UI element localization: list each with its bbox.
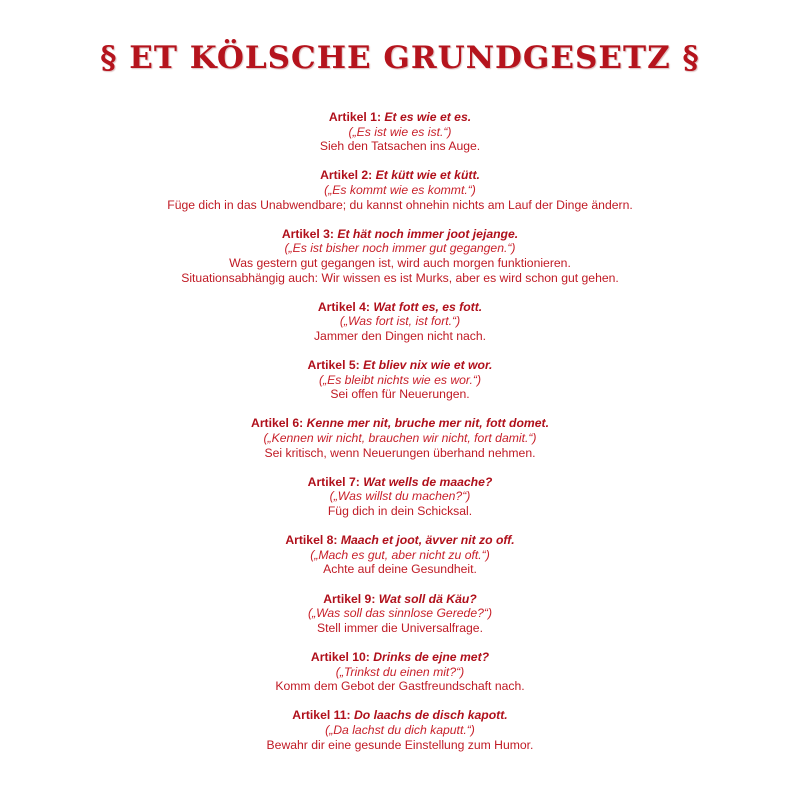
article-meaning-extra: Situationsabhängig auch: Wir wissen es ist Murks, aber es wird schon gut gehen. — [181, 270, 619, 285]
article-heading — [0, 592, 800, 607]
article-meaning: Sei offen für Neuerungen. — [330, 387, 470, 402]
article-translation: („Trinkst du einen mit?“) — [335, 664, 465, 679]
article-2 — [0, 168, 800, 212]
article-translation: („Kennen wir nicht, brauchen wir nicht, fort damit.“) — [263, 431, 537, 446]
article-translation: („Es bleibt nichts wie es wor.“) — [318, 372, 482, 387]
article-label: Artikel 2: — [320, 168, 373, 183]
article-heading — [0, 650, 800, 665]
article-saying: Et hät noch immer joot jejange. — [337, 226, 519, 241]
article-saying: Et es wie et es. — [384, 110, 472, 124]
article-translation: („Es ist wie es ist.“) — [348, 124, 452, 139]
article-translation: („Mach es gut, aber nicht zu oft.“) — [310, 547, 490, 562]
article-meaning: Füge dich in das Unabwendbare; du kannst ohnehin nichts am Lauf der Dinge ändern. — [167, 197, 633, 212]
article-saying: Wat wells de maache? — [363, 474, 493, 489]
article-heading — [0, 533, 800, 548]
article-heading — [0, 168, 800, 183]
article-heading — [0, 708, 800, 723]
article-heading — [0, 227, 800, 242]
article-8 — [0, 533, 800, 577]
article-meaning: Sei kritisch, wenn Neuerungen überhand nehmen. — [264, 445, 536, 460]
article-meaning: Bewahr dir eine gesunde Einstellung zum Humor. — [266, 737, 534, 752]
article-translation: („Was fort ist, ist fort.“) — [339, 314, 461, 329]
article-saying: Do laachs de disch kapott. — [353, 708, 508, 723]
article-3 — [0, 227, 800, 285]
article-saying: Maach et joot, ävver nit zo off. — [340, 533, 515, 548]
article-saying: Kenne mer nit, bruche mer nit, fott domet. — [306, 416, 549, 431]
article-label: Artikel 4: — [317, 299, 370, 314]
article-meaning: Komm dem Gebot der Gastfreundschaft nach. — [275, 679, 525, 694]
article-11 — [0, 708, 800, 752]
article-5 — [0, 358, 800, 402]
article-meaning: Achte auf deine Gesundheit. — [323, 562, 477, 577]
article-7 — [0, 475, 800, 519]
article-9 — [0, 592, 800, 636]
article-heading — [0, 475, 800, 490]
article-label: Artikel 11: — [292, 708, 351, 723]
article-meaning: Jammer den Dingen nicht nach. — [313, 328, 487, 343]
article-saying: Wat soll dä Käu? — [378, 591, 477, 606]
article-saying: Et bliev nix wie et wor. — [363, 358, 493, 373]
article-label: Artikel 5: — [307, 358, 360, 373]
articles-list — [0, 110, 800, 767]
article-heading — [0, 416, 800, 431]
article-6 — [0, 416, 800, 460]
article-heading — [0, 358, 800, 373]
article-translation: („Es ist bisher noch immer gut gegangen.“) — [284, 241, 516, 256]
article-saying: Drinks de ejne met? — [373, 649, 490, 664]
article-1 — [0, 110, 800, 154]
article-10 — [0, 650, 800, 694]
article-heading — [0, 300, 800, 315]
page-title: § ET KÖLSCHE GRUNDGESETZ § — [100, 40, 700, 76]
article-translation: („Da lachst du dich kaputt.“) — [325, 722, 475, 737]
article-meaning: Füg dich in dein Schicksal. — [327, 504, 473, 519]
article-label: Artikel 6: — [251, 416, 304, 431]
article-label: Artikel 9: — [323, 591, 376, 606]
article-saying: Et kütt wie et kütt. — [375, 168, 480, 183]
article-translation: („Was willst du machen?“) — [329, 489, 471, 504]
article-heading — [0, 110, 800, 125]
article-label: Artikel 7: — [307, 474, 360, 489]
article-4 — [0, 300, 800, 344]
article-label: Artikel 10: — [310, 649, 370, 664]
article-translation: („Was soll das sinnlose Gerede?“) — [307, 606, 492, 621]
article-meaning: Was gestern gut gegangen ist, wird auch morgen funktionieren. — [229, 255, 571, 270]
article-label: Artikel 3: — [281, 226, 334, 241]
article-label: Artikel 8: — [285, 533, 338, 548]
article-label: Artikel 1: — [328, 110, 382, 124]
article-meaning: Sieh den Tatsachen ins Auge. — [319, 139, 481, 154]
article-translation: („Es kommt wie es kommt.“) — [324, 182, 476, 197]
article-saying: Wat fott es, es fott. — [373, 299, 483, 314]
article-meaning: Stell immer die Universalfrage. — [317, 620, 483, 635]
